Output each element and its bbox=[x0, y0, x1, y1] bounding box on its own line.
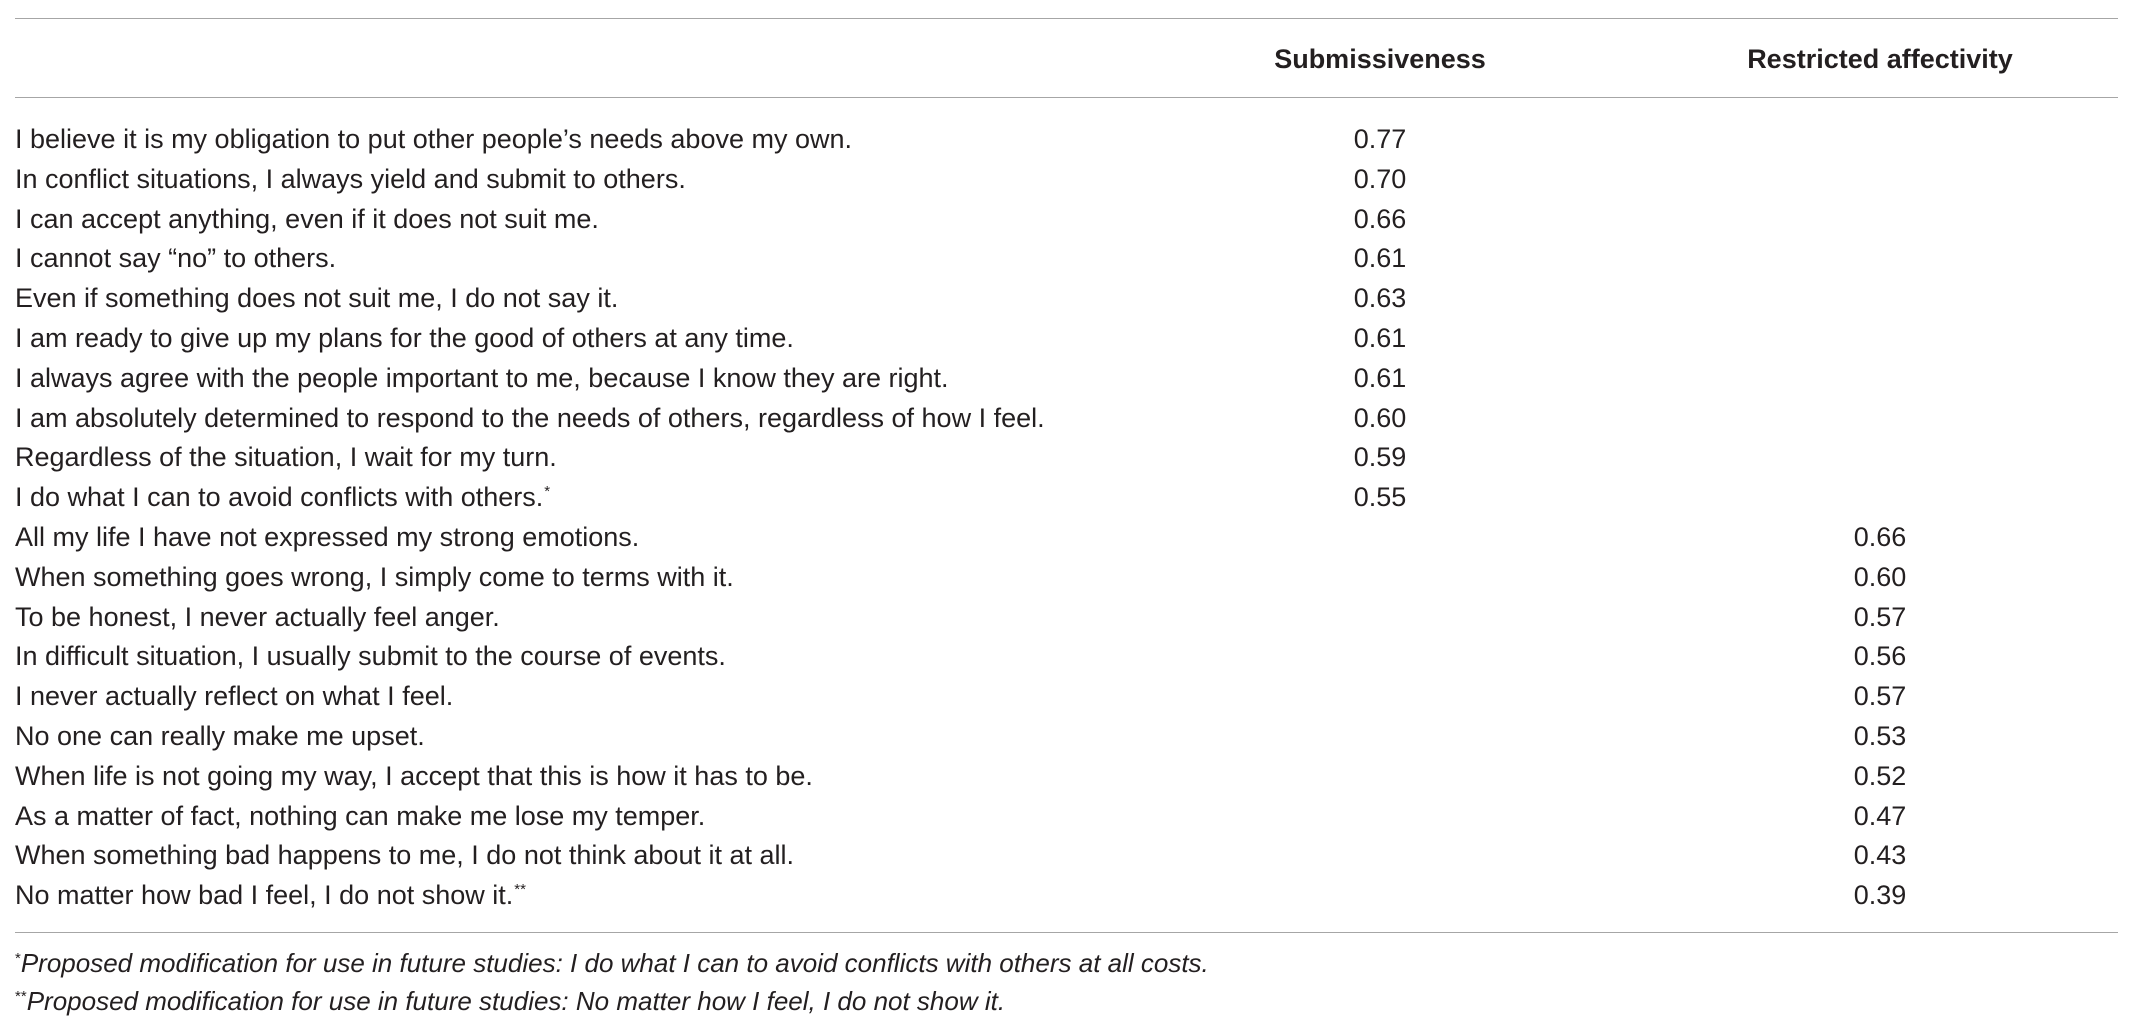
table-row bbox=[0, 797, 2133, 837]
submissiveness-loading: 0.60 bbox=[1353, 402, 1407, 433]
restricted-affectivity-loading: 0.66 bbox=[1853, 521, 1907, 552]
column-header-restricted-affectivity: Restricted affectivity bbox=[1747, 44, 2013, 74]
item-cell bbox=[15, 677, 453, 717]
item-text: I cannot say “no” to others. bbox=[15, 243, 337, 274]
table-row bbox=[0, 359, 2133, 399]
table-row bbox=[0, 160, 2133, 200]
footnote-text: Proposed modification for use in future studies: No matter how I feel, I do not show it. bbox=[26, 986, 1006, 1016]
item-text: In difficult situation, I usually submit to the course of events. bbox=[15, 641, 726, 672]
footnote-mark: * bbox=[15, 950, 21, 967]
table-row bbox=[0, 836, 2133, 876]
submissiveness-loading: 0.66 bbox=[1353, 203, 1407, 234]
item-cell bbox=[15, 518, 639, 558]
restricted-affectivity-loading: 0.53 bbox=[1853, 720, 1907, 751]
item-text: When life is not going my way, I accept that this is how it has to be. bbox=[15, 760, 813, 791]
item-text: I never actually reflect on what I feel. bbox=[15, 681, 454, 712]
submissiveness-loading: 0.70 bbox=[1353, 163, 1407, 194]
table-top-rule bbox=[15, 18, 2118, 19]
item-cell bbox=[15, 279, 618, 319]
submissiveness-loading: 0.61 bbox=[1353, 362, 1407, 393]
submissiveness-loading: 0.59 bbox=[1353, 442, 1407, 473]
submissiveness-loading: 0.55 bbox=[1353, 482, 1407, 513]
table-row bbox=[0, 478, 2133, 518]
table-footnotes bbox=[15, 944, 2115, 1020]
restricted-affectivity-loading: 0.57 bbox=[1853, 681, 1907, 712]
item-cell bbox=[15, 836, 794, 876]
item-cell bbox=[15, 598, 500, 638]
table-row bbox=[0, 598, 2133, 638]
item-cell bbox=[15, 319, 794, 359]
item-cell bbox=[15, 797, 705, 837]
restricted-affectivity-loading: 0.47 bbox=[1853, 800, 1907, 831]
item-text: No matter how bad I feel, I do not show it. bbox=[15, 880, 514, 911]
table-row bbox=[0, 200, 2133, 240]
item-cell bbox=[15, 200, 599, 240]
table-row bbox=[0, 518, 2133, 558]
item-cell bbox=[15, 876, 526, 916]
submissiveness-loading: 0.77 bbox=[1353, 124, 1407, 154]
table-body bbox=[0, 120, 2133, 916]
table-row bbox=[0, 677, 2133, 717]
footnote-mark: ** bbox=[15, 988, 27, 1005]
item-cell bbox=[15, 757, 813, 797]
footnote-text: Proposed modification for use in future studies: I do what I can to avoid conflicts with others at all costs. bbox=[20, 948, 1209, 978]
item-text: Even if something does not suit me, I do not say it. bbox=[15, 283, 619, 314]
footnote bbox=[15, 982, 2115, 1020]
table-row bbox=[0, 757, 2133, 797]
table-header-rule bbox=[15, 97, 2118, 98]
item-cell bbox=[15, 160, 686, 200]
table-row bbox=[0, 717, 2133, 757]
restricted-affectivity-loading: 0.43 bbox=[1853, 840, 1907, 871]
restricted-affectivity-loading: 0.39 bbox=[1853, 880, 1907, 911]
item-cell bbox=[15, 239, 336, 279]
item-text: I do what I can to avoid conflicts with others. bbox=[15, 482, 544, 513]
table-bottom-rule bbox=[15, 932, 2118, 933]
item-text: To be honest, I never actually feel anger. bbox=[15, 601, 500, 632]
item-text: I am absolutely determined to respond to the needs of others, regardless of how I feel. bbox=[15, 402, 1045, 433]
item-cell bbox=[15, 558, 734, 598]
table-row bbox=[0, 876, 2133, 916]
table-row bbox=[0, 279, 2133, 319]
column-header-submissiveness: Submissiveness bbox=[1274, 44, 1486, 74]
item-text: When something bad happens to me, I do not think about it at all. bbox=[15, 840, 794, 871]
item-cell bbox=[15, 359, 949, 399]
table-row bbox=[0, 558, 2133, 598]
restricted-affectivity-loading: 0.57 bbox=[1853, 601, 1907, 632]
item-text: I can accept anything, even if it does not suit me. bbox=[15, 203, 599, 234]
item-text: Regardless of the situation, I wait for my turn. bbox=[15, 442, 557, 473]
table-row bbox=[0, 438, 2133, 478]
item-cell bbox=[15, 717, 425, 757]
submissiveness-loading: 0.63 bbox=[1353, 283, 1407, 314]
item-text: I am ready to give up my plans for the good of others at any time. bbox=[15, 322, 794, 353]
table-row bbox=[0, 399, 2133, 439]
item-text: When something goes wrong, I simply come to terms with it. bbox=[15, 561, 734, 592]
footnote-reference-mark: * bbox=[544, 483, 551, 501]
table-row bbox=[0, 637, 2133, 677]
item-cell bbox=[15, 120, 852, 160]
table-row bbox=[0, 319, 2133, 359]
footnote bbox=[15, 944, 2115, 982]
item-text: As a matter of fact, nothing can make me lose my temper. bbox=[15, 800, 706, 831]
item-text: No one can really make me upset. bbox=[15, 720, 425, 751]
restricted-affectivity-loading: 0.56 bbox=[1853, 641, 1907, 672]
item-text: All my life I have not expressed my strong emotions. bbox=[15, 521, 640, 552]
table-row bbox=[0, 120, 2133, 160]
item-text: I believe it is my obligation to put other people’s needs above my own. bbox=[15, 124, 852, 154]
table-row bbox=[0, 239, 2133, 279]
footnote-reference-mark: ** bbox=[514, 881, 526, 899]
submissiveness-loading: 0.61 bbox=[1353, 322, 1407, 353]
item-cell bbox=[15, 399, 1045, 439]
item-cell bbox=[15, 478, 550, 518]
item-text: I always agree with the people important to me, because I know they are right. bbox=[15, 362, 949, 393]
item-cell bbox=[15, 637, 726, 677]
restricted-affectivity-loading: 0.60 bbox=[1853, 561, 1907, 592]
restricted-affectivity-loading: 0.52 bbox=[1853, 760, 1907, 791]
item-cell bbox=[15, 438, 557, 478]
table-header-row bbox=[0, 34, 2133, 84]
submissiveness-loading: 0.61 bbox=[1353, 243, 1407, 274]
item-text: In conflict situations, I always yield and submit to others. bbox=[15, 163, 686, 194]
